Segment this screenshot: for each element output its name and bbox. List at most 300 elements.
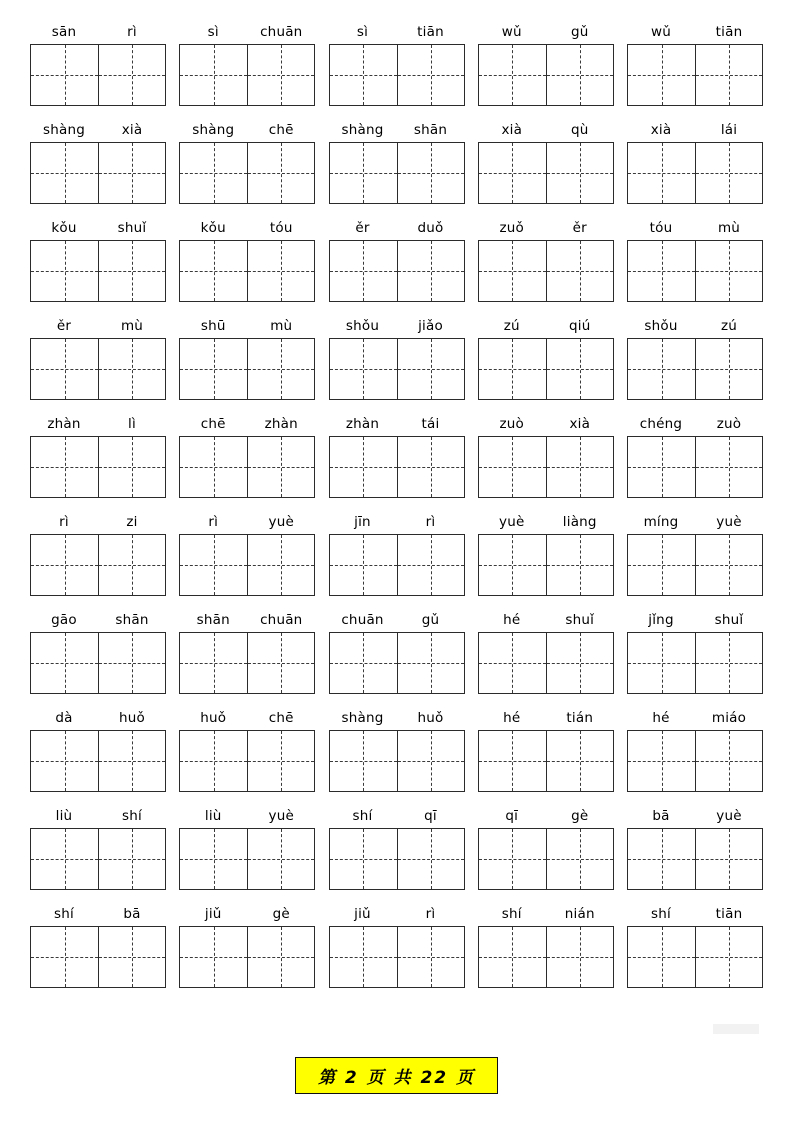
guide-line-vertical: [281, 143, 282, 203]
tianzige-box[interactable]: [695, 535, 762, 595]
pinyin-label: shān: [115, 612, 149, 629]
tianzige-box[interactable]: [180, 633, 247, 693]
word-cell-group: [329, 316, 465, 414]
tianzige-box[interactable]: [98, 339, 165, 399]
tianzige-box[interactable]: [628, 143, 695, 203]
tianzige-box[interactable]: [98, 241, 165, 301]
pinyin-label: tiān: [715, 906, 743, 923]
pinyin-pair: [478, 904, 614, 926]
word-cell-group: [478, 610, 614, 708]
pinyin-label: lì: [128, 416, 136, 433]
tianzige-box[interactable]: [98, 829, 165, 889]
pinyin-label: zi: [126, 514, 138, 531]
guide-line-vertical: [662, 731, 663, 791]
pinyin-label: rì: [59, 514, 69, 531]
tianzige-box-pair[interactable]: [30, 632, 166, 694]
tianzige-box[interactable]: [31, 143, 98, 203]
tianzige-box[interactable]: [180, 241, 247, 301]
guide-line-vertical: [281, 927, 282, 987]
guide-line-vertical: [729, 731, 730, 791]
tianzige-box[interactable]: [479, 829, 546, 889]
tianzige-box-pair[interactable]: [627, 338, 763, 400]
tianzige-box-pair[interactable]: [478, 534, 614, 596]
pinyin-pair: [179, 22, 315, 44]
tianzige-box-pair[interactable]: [329, 632, 465, 694]
tianzige-box-pair[interactable]: [30, 240, 166, 302]
tianzige-box[interactable]: [330, 535, 397, 595]
pinyin-pair: [627, 414, 763, 436]
guide-line-vertical: [662, 829, 663, 889]
tianzige-box[interactable]: [330, 633, 397, 693]
word-cell-group: [478, 806, 614, 904]
tianzige-box[interactable]: [98, 633, 165, 693]
guide-line-vertical: [363, 143, 364, 203]
tianzige-box-pair[interactable]: [627, 534, 763, 596]
tianzige-box[interactable]: [330, 45, 397, 105]
word-cell-group: [329, 22, 465, 120]
pinyin-label: chē: [268, 122, 294, 139]
tianzige-box[interactable]: [98, 143, 165, 203]
tianzige-box[interactable]: [180, 143, 247, 203]
page-footer: [0, 1057, 793, 1094]
tianzige-box[interactable]: [695, 143, 762, 203]
tianzige-box-pair[interactable]: [179, 436, 315, 498]
tianzige-box-pair[interactable]: [329, 142, 465, 204]
guide-line-vertical: [580, 143, 581, 203]
tianzige-box[interactable]: [397, 829, 464, 889]
tianzige-box-pair[interactable]: [179, 632, 315, 694]
word-cell-group: [627, 708, 763, 806]
tianzige-box-pair[interactable]: [478, 730, 614, 792]
tianzige-box[interactable]: [98, 535, 165, 595]
tianzige-box[interactable]: [695, 633, 762, 693]
word-cell-group: [179, 22, 315, 120]
tianzige-box[interactable]: [546, 633, 613, 693]
tianzige-box-pair[interactable]: [478, 142, 614, 204]
pinyin-label: jiǔ: [204, 906, 222, 923]
tianzige-box-pair[interactable]: [329, 240, 465, 302]
guide-line-vertical: [363, 241, 364, 301]
tianzige-box[interactable]: [98, 731, 165, 791]
tianzige-box-pair[interactable]: [30, 926, 166, 988]
guide-line-vertical: [729, 535, 730, 595]
tianzige-box[interactable]: [397, 339, 464, 399]
pinyin-label: zú: [720, 318, 738, 335]
pinyin-label: ěr: [572, 220, 587, 237]
pinyin-label: chuān: [260, 24, 303, 41]
guide-line-vertical: [214, 535, 215, 595]
pinyin-label: zú: [503, 318, 520, 335]
guide-line-vertical: [729, 241, 730, 301]
tianzige-box-pair[interactable]: [179, 44, 315, 106]
tianzige-box[interactable]: [397, 633, 464, 693]
pinyin-label: bā: [652, 808, 670, 825]
tianzige-box[interactable]: [628, 437, 695, 497]
pinyin-pair: [478, 708, 614, 730]
tianzige-box[interactable]: [247, 633, 314, 693]
guide-line-vertical: [662, 339, 663, 399]
tianzige-box[interactable]: [479, 437, 546, 497]
word-cell-group: [627, 806, 763, 904]
word-cell-group: [30, 120, 166, 218]
tianzige-box-pair[interactable]: [478, 44, 614, 106]
tianzige-box[interactable]: [546, 535, 613, 595]
guide-line-vertical: [65, 143, 66, 203]
word-cell-group: [30, 512, 166, 610]
guide-line-vertical: [580, 535, 581, 595]
pinyin-label: liù: [204, 808, 222, 825]
guide-line-vertical: [214, 437, 215, 497]
tianzige-box[interactable]: [546, 143, 613, 203]
tianzige-box[interactable]: [628, 45, 695, 105]
tianzige-box[interactable]: [546, 241, 613, 301]
pinyin-label: shí: [54, 906, 74, 923]
word-cell-group: [627, 512, 763, 610]
tianzige-box-pair[interactable]: [627, 240, 763, 302]
guide-line-vertical: [132, 241, 133, 301]
guide-line-vertical: [132, 535, 133, 595]
pinyin-label: shān: [196, 612, 230, 629]
pinyin-label: shǒu: [345, 318, 380, 335]
tianzige-box-pair[interactable]: [179, 828, 315, 890]
pinyin-label: huǒ: [417, 710, 444, 727]
pinyin-label: yuè: [716, 808, 742, 825]
tianzige-box[interactable]: [628, 633, 695, 693]
guide-line-vertical: [580, 829, 581, 889]
word-cell-group: [329, 806, 465, 904]
tianzige-box-pair[interactable]: [30, 142, 166, 204]
tianzige-box-pair[interactable]: [478, 632, 614, 694]
tianzige-box[interactable]: [180, 339, 247, 399]
tianzige-box[interactable]: [330, 437, 397, 497]
tianzige-box-pair[interactable]: [329, 828, 465, 890]
pinyin-label: shàng: [43, 122, 85, 139]
tianzige-box[interactable]: [330, 927, 397, 987]
tianzige-box[interactable]: [31, 45, 98, 105]
tianzige-box[interactable]: [628, 731, 695, 791]
pinyin-label: shí: [501, 906, 522, 923]
tianzige-box[interactable]: [628, 339, 695, 399]
tianzige-box[interactable]: [98, 437, 165, 497]
pinyin-label: rì: [425, 906, 436, 923]
pinyin-label: zhàn: [47, 416, 81, 433]
guide-line-vertical: [580, 437, 581, 497]
tianzige-box[interactable]: [247, 829, 314, 889]
word-cell-group: [329, 904, 465, 1002]
tianzige-box[interactable]: [180, 437, 247, 497]
tianzige-box[interactable]: [397, 731, 464, 791]
word-cell-group: [179, 904, 315, 1002]
tianzige-box[interactable]: [546, 339, 613, 399]
tianzige-box-pair[interactable]: [627, 926, 763, 988]
tianzige-box-pair[interactable]: [329, 338, 465, 400]
tianzige-box[interactable]: [479, 731, 546, 791]
tianzige-box[interactable]: [247, 339, 314, 399]
tianzige-box[interactable]: [695, 437, 762, 497]
pinyin-label: sì: [356, 24, 369, 41]
tianzige-box-pair[interactable]: [627, 44, 763, 106]
pinyin-pair: [627, 512, 763, 534]
tianzige-box[interactable]: [31, 633, 98, 693]
tianzige-box[interactable]: [31, 927, 98, 987]
tianzige-box[interactable]: [180, 45, 247, 105]
guide-line-vertical: [729, 45, 730, 105]
tianzige-box[interactable]: [479, 143, 546, 203]
guide-line-vertical: [65, 633, 66, 693]
tianzige-box[interactable]: [397, 143, 464, 203]
pinyin-label: mù: [717, 220, 741, 237]
tianzige-box-pair[interactable]: [478, 926, 614, 988]
tianzige-box[interactable]: [546, 829, 613, 889]
pinyin-label: hé: [652, 710, 670, 727]
pinyin-label: qiú: [569, 318, 591, 335]
worksheet-row: [30, 414, 763, 512]
guide-line-vertical: [65, 927, 66, 987]
guide-line-vertical: [431, 339, 432, 399]
tianzige-box-pair[interactable]: [179, 142, 315, 204]
guide-line-vertical: [431, 927, 432, 987]
guide-line-vertical: [363, 633, 364, 693]
pinyin-pair: [627, 806, 763, 828]
pinyin-pair: [30, 414, 166, 436]
tianzige-box-pair[interactable]: [627, 436, 763, 498]
tianzige-box[interactable]: [628, 829, 695, 889]
tianzige-box[interactable]: [247, 241, 314, 301]
tianzige-box-pair[interactable]: [30, 730, 166, 792]
guide-line-vertical: [729, 143, 730, 203]
tianzige-box[interactable]: [31, 241, 98, 301]
guide-line-vertical: [214, 339, 215, 399]
worksheet-row: [30, 316, 763, 414]
word-cell-group: [30, 414, 166, 512]
guide-line-vertical: [214, 731, 215, 791]
tianzige-box-pair[interactable]: [179, 926, 315, 988]
tianzige-box-pair[interactable]: [478, 240, 614, 302]
tianzige-box[interactable]: [247, 143, 314, 203]
word-cell-group: [329, 120, 465, 218]
guide-line-vertical: [363, 829, 364, 889]
pinyin-label: lái: [720, 122, 738, 139]
word-cell-group: [179, 218, 315, 316]
tianzige-box[interactable]: [479, 633, 546, 693]
guide-line-vertical: [363, 927, 364, 987]
pinyin-pair: [30, 316, 166, 338]
tianzige-box[interactable]: [330, 731, 397, 791]
guide-line-vertical: [431, 45, 432, 105]
tianzige-box[interactable]: [397, 437, 464, 497]
tianzige-box[interactable]: [31, 731, 98, 791]
tianzige-box-pair[interactable]: [478, 338, 614, 400]
guide-line-vertical: [512, 45, 513, 105]
tianzige-box-pair[interactable]: [627, 730, 763, 792]
tianzige-box[interactable]: [397, 45, 464, 105]
tianzige-box[interactable]: [479, 339, 546, 399]
tianzige-box-pair[interactable]: [30, 436, 166, 498]
tianzige-box[interactable]: [695, 241, 762, 301]
tianzige-box[interactable]: [397, 535, 464, 595]
word-cell-group: [627, 120, 763, 218]
guide-line-vertical: [729, 437, 730, 497]
worksheet-row: [30, 120, 763, 218]
tianzige-box[interactable]: [695, 45, 762, 105]
tianzige-box-pair[interactable]: [627, 632, 763, 694]
guide-line-vertical: [281, 731, 282, 791]
tianzige-box-pair[interactable]: [329, 730, 465, 792]
pinyin-label: hé: [503, 612, 521, 629]
tianzige-box[interactable]: [479, 241, 546, 301]
tianzige-box[interactable]: [695, 927, 762, 987]
tianzige-box-pair[interactable]: [478, 436, 614, 498]
pinyin-label: zhàn: [264, 416, 298, 433]
pinyin-label: chē: [268, 710, 294, 727]
guide-line-vertical: [65, 241, 66, 301]
pinyin-pair: [179, 218, 315, 240]
pinyin-label: chuān: [341, 612, 384, 629]
tianzige-box-pair[interactable]: [627, 828, 763, 890]
tianzige-box[interactable]: [397, 927, 464, 987]
pinyin-label: sān: [51, 24, 77, 41]
pinyin-label: nián: [564, 906, 595, 923]
guide-line-vertical: [214, 829, 215, 889]
guide-line-vertical: [132, 437, 133, 497]
tianzige-box-pair[interactable]: [30, 534, 166, 596]
tianzige-box-pair[interactable]: [179, 534, 315, 596]
pinyin-label: tái: [421, 416, 440, 433]
guide-line-vertical: [363, 437, 364, 497]
tianzige-box[interactable]: [330, 339, 397, 399]
pinyin-pair: [329, 512, 465, 534]
tianzige-box[interactable]: [397, 241, 464, 301]
guide-line-vertical: [431, 731, 432, 791]
guide-line-vertical: [214, 927, 215, 987]
tianzige-box-pair[interactable]: [627, 142, 763, 204]
tianzige-box[interactable]: [479, 535, 546, 595]
word-cell-group: [627, 218, 763, 316]
tianzige-box-pair[interactable]: [179, 240, 315, 302]
tianzige-box[interactable]: [546, 45, 613, 105]
tianzige-box[interactable]: [31, 829, 98, 889]
tianzige-box-pair[interactable]: [329, 44, 465, 106]
tianzige-box[interactable]: [31, 535, 98, 595]
tianzige-box[interactable]: [479, 927, 546, 987]
word-cell-group: [478, 120, 614, 218]
tianzige-box[interactable]: [180, 731, 247, 791]
tianzige-box[interactable]: [546, 927, 613, 987]
tianzige-box[interactable]: [247, 535, 314, 595]
tianzige-box[interactable]: [247, 45, 314, 105]
pinyin-label: dà: [55, 710, 73, 727]
tianzige-box[interactable]: [479, 45, 546, 105]
pinyin-label: zuò: [716, 416, 742, 433]
pinyin-label: yuè: [716, 514, 742, 531]
page-smudge: [713, 1024, 759, 1034]
pinyin-pair: [30, 904, 166, 926]
pinyin-label: chuān: [260, 612, 303, 629]
tianzige-box-pair[interactable]: [30, 828, 166, 890]
tianzige-box[interactable]: [330, 143, 397, 203]
worksheet-row: [30, 512, 763, 610]
pinyin-label: huǒ: [200, 710, 227, 727]
tianzige-box[interactable]: [695, 829, 762, 889]
pinyin-pair: [329, 22, 465, 44]
tianzige-box[interactable]: [546, 731, 613, 791]
pinyin-pair: [627, 22, 763, 44]
word-cell-group: [179, 120, 315, 218]
pinyin-label: shuǐ: [714, 612, 744, 629]
pinyin-pair: [179, 806, 315, 828]
pinyin-pair: [30, 512, 166, 534]
tianzige-box[interactable]: [31, 339, 98, 399]
tianzige-box-pair[interactable]: [329, 534, 465, 596]
tianzige-box[interactable]: [180, 829, 247, 889]
worksheet-row: [30, 22, 763, 120]
tianzige-box-pair[interactable]: [329, 436, 465, 498]
pinyin-label: rì: [127, 24, 137, 41]
pinyin-pair: [478, 414, 614, 436]
tianzige-box-pair[interactable]: [478, 828, 614, 890]
tianzige-box[interactable]: [247, 731, 314, 791]
tianzige-box[interactable]: [247, 927, 314, 987]
guide-line-vertical: [512, 535, 513, 595]
guide-line-vertical: [662, 143, 663, 203]
pinyin-label: ěr: [56, 318, 72, 335]
tianzige-box-pair[interactable]: [329, 926, 465, 988]
tianzige-box[interactable]: [180, 535, 247, 595]
guide-line-vertical: [580, 241, 581, 301]
tianzige-box[interactable]: [180, 927, 247, 987]
word-cell-group: [30, 316, 166, 414]
tianzige-box[interactable]: [628, 535, 695, 595]
guide-line-vertical: [65, 535, 66, 595]
page-number-badge: 第 2 页 共 22 页: [295, 1057, 498, 1094]
pinyin-pair: [179, 120, 315, 142]
pinyin-label: qī: [424, 808, 437, 825]
tianzige-box-pair[interactable]: [30, 44, 166, 106]
tianzige-box[interactable]: [628, 927, 695, 987]
tianzige-box[interactable]: [695, 339, 762, 399]
tianzige-box-pair[interactable]: [179, 730, 315, 792]
tianzige-box[interactable]: [330, 829, 397, 889]
tianzige-box[interactable]: [695, 731, 762, 791]
word-cell-group: [30, 806, 166, 904]
pinyin-label: xià: [650, 122, 672, 139]
tianzige-box[interactable]: [31, 437, 98, 497]
word-cell-group: [478, 414, 614, 512]
tianzige-box-pair[interactable]: [179, 338, 315, 400]
tianzige-box-pair[interactable]: [30, 338, 166, 400]
pinyin-label: mù: [120, 318, 144, 335]
worksheet-row: [30, 708, 763, 806]
pinyin-label: tiān: [417, 24, 444, 41]
tianzige-box[interactable]: [98, 45, 165, 105]
pinyin-label: yuè: [268, 808, 294, 825]
pinyin-pair: [478, 512, 614, 534]
tianzige-box[interactable]: [247, 437, 314, 497]
tianzige-box[interactable]: [628, 241, 695, 301]
guide-line-vertical: [65, 45, 66, 105]
pinyin-label: qī: [505, 808, 519, 825]
tianzige-box[interactable]: [98, 927, 165, 987]
word-cell-group: [179, 512, 315, 610]
guide-line-vertical: [580, 731, 581, 791]
guide-line-vertical: [281, 633, 282, 693]
tianzige-box[interactable]: [330, 241, 397, 301]
word-cell-group: [329, 512, 465, 610]
word-cell-group: [30, 610, 166, 708]
tianzige-box[interactable]: [546, 437, 613, 497]
pinyin-pair: [179, 512, 315, 534]
guide-line-vertical: [132, 633, 133, 693]
